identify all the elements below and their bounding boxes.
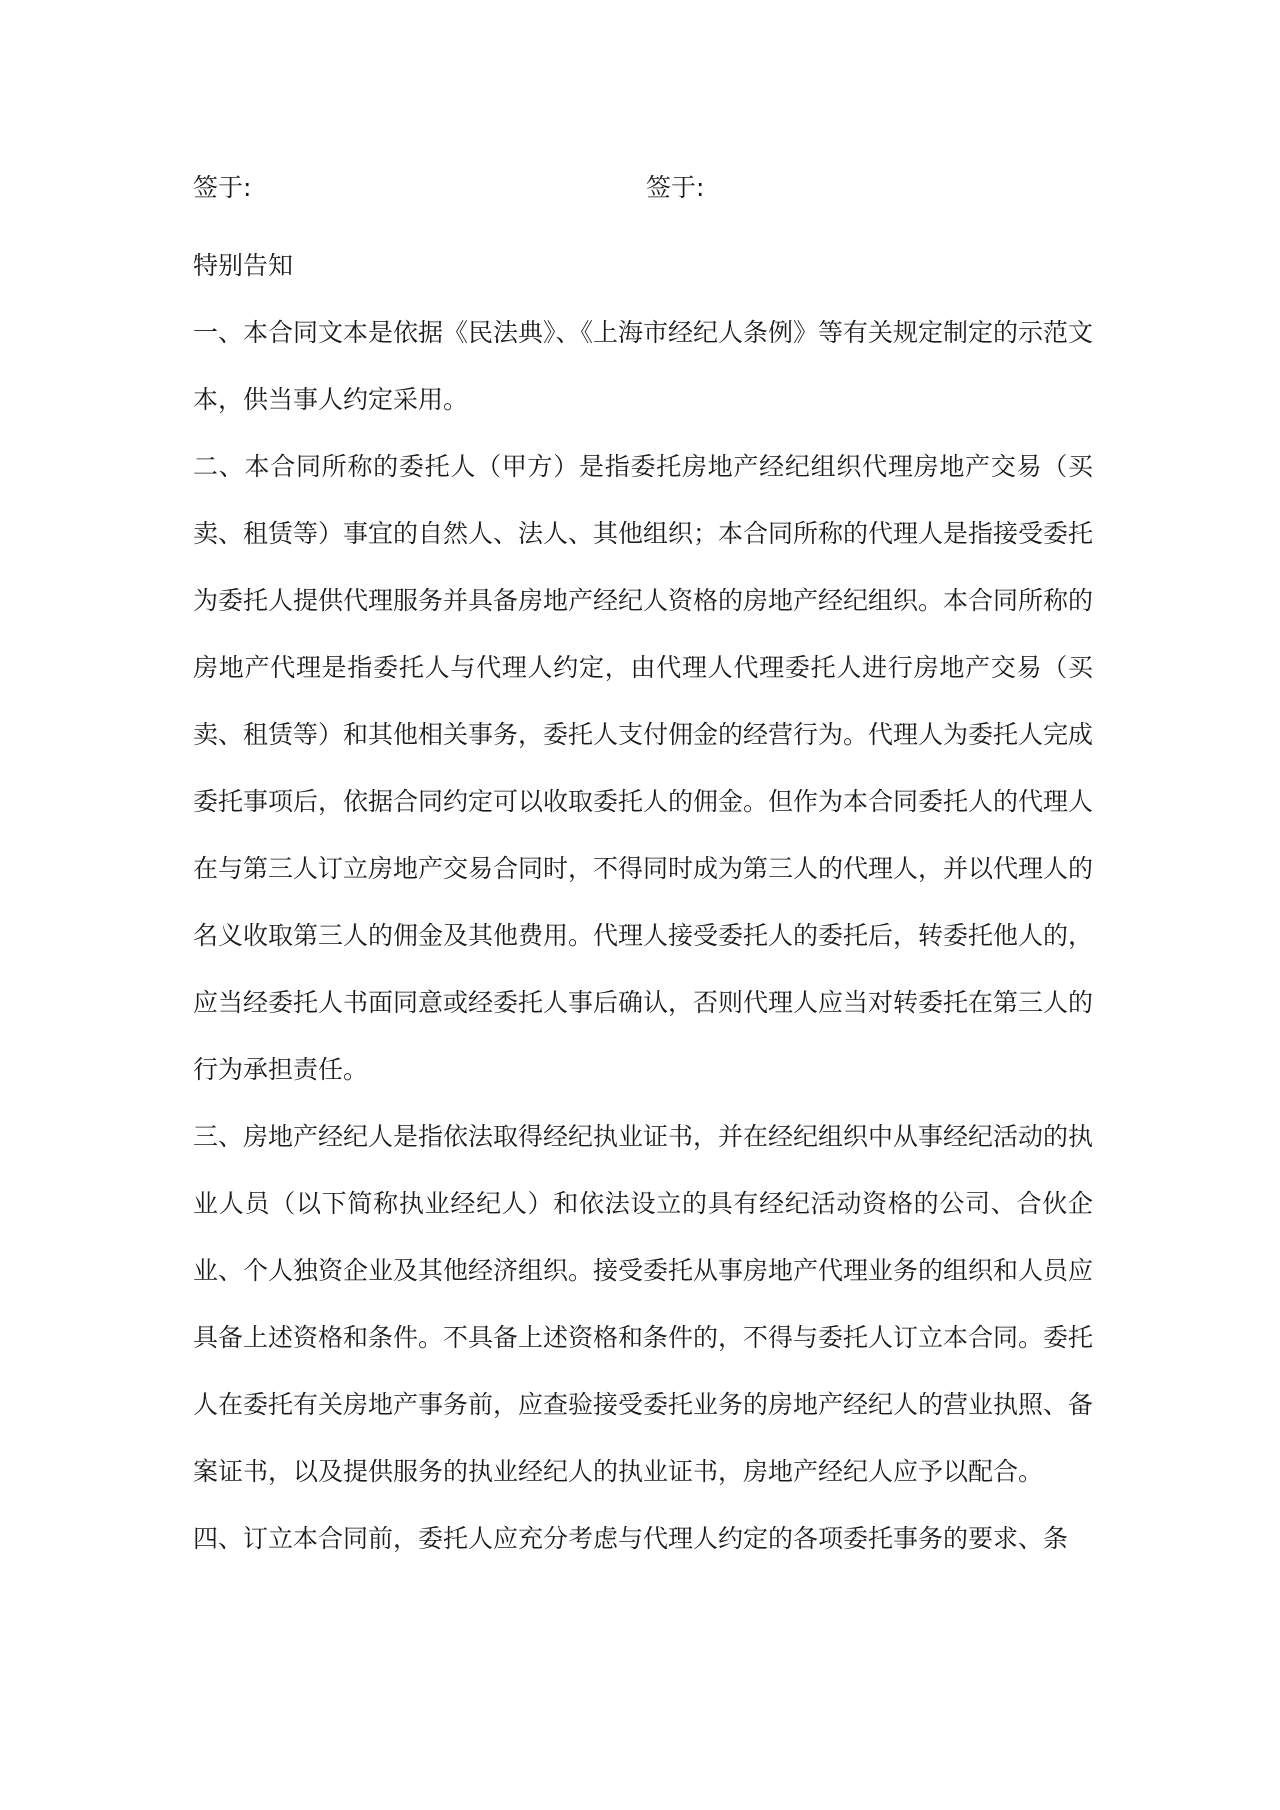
notice-paragraph-2: 二、本合同所称的委托人（甲方）是指委托房地产经纪组织代理房地产交易（买卖、租赁等）事宜的自然人、法人、其他组织；本合同所称的代理人是指接受委托为委托人提供代理服务并具备房地产经纪人资格的房地产经纪组织。本合同所称的房地产代理是指委托人与代理人约定，由代理人代理委托人进行房地产交易（买卖、租赁等）和其他相关事务，委托人支付佣金的经营行为。代理人为委托人完成委托事项后，依据合同约定可以收取委托人的佣金。但作为本合同委托人的代理人在与第三人订立房地产交易合同时，不得同时成为第三人的代理人，并以代理人的名义收取第三人的佣金及其他费用。代理人接受委托人的委托后，转委托他人的，应当经委托人书面同意或经委托人事后确认，否则代理人应当对转委托在第三人的行为承担责任。 xyxy=(193,452,1094,1084)
notice-paragraph-4: 四、订立本合同前，委托人应充分考虑与代理人约定的各项委托事务的要求、条 xyxy=(193,1524,1069,1553)
notice-section xyxy=(193,232,1093,1572)
notice-paragraph-1: 一、本合同文本是依据《民法典》、《上海市经纪人条例》等有关规定制定的示范文本，供当事人约定采用。 xyxy=(193,318,1094,414)
notice-title: 特别告知 xyxy=(193,251,294,280)
notice-paragraph-3: 三、房地产经纪人是指依法取得经纪执业证书，并在经纪组织中从事经纪活动的执业人员（以下简称执业经纪人）和依法设立的具有经纪活动资格的公司、合伙企业、个人独资企业及其他经济组织。接受委托从事房地产代理业务的组织和人员应具备上述资格和条件。不具备上述资格和条件的，不得与委托人订立本合同。委托人在委托有关房地产事务前，应查验接受委托业务的房地产经纪人的营业执照、备案证书，以及提供服务的执业经纪人的执业证书，房地产经纪人应予以配合。 xyxy=(193,1122,1094,1486)
signature-right-label: 签于: xyxy=(646,173,705,202)
signature-row xyxy=(193,168,1093,208)
signature-left-label: 签于: xyxy=(193,173,252,202)
